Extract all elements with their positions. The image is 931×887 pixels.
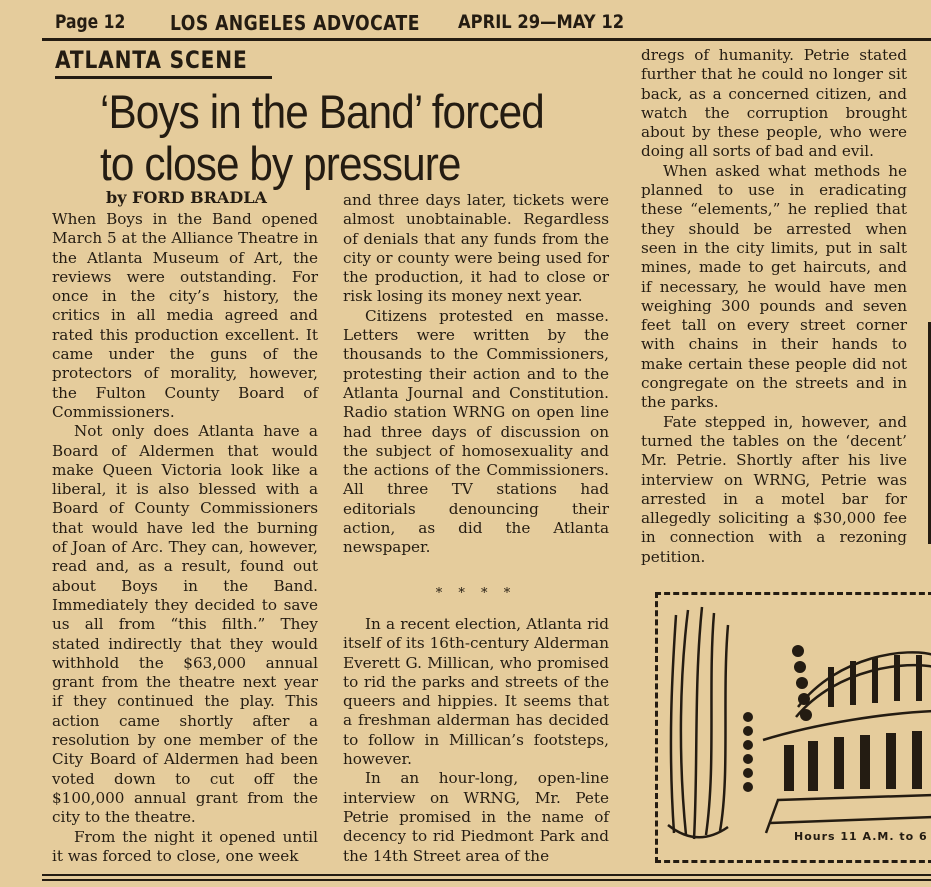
publication-name: LOS ANGELES ADVOCATE	[170, 11, 420, 35]
paragraph: dregs of humanity. Petrie stated further that he could no longer sit back, as a concerned citizen, and watch the corruption brought about by these people, who were doing all sorts of bad and evil.	[641, 46, 907, 161]
paragraph: Not only does Atlanta have a Board of Aldermen that would make Queen Victoria look like a liberal, it is also blessed with a Board of County Commissioners that would have led the burning of Joan of Arc. They can, however, read and, as a result, found out about Boys in the Band. Immediately they decided to save us all from “this filth.” They stated indirectly that they would withhold the $63,000 annual grant from the theatre next year if they continued the play. This action came shortly after a resolution by one member of the City Board of Aldermen had been voted down to cut off the $100,000 annual grant from the city to the theatre.	[52, 422, 318, 827]
ad-hours-text: Hours 11 A.M. to 6	[794, 830, 928, 843]
paragraph: When asked what methods he planned to use in eradicating these “elements,” he replied that they should be arrested when seen in the city limits, put in salt mines, made to get haircuts, and if necessary, he would have men weighing 300 pounds and seven feet tall on every street corner with chains in their hands to make certain these people did not congregate on the streets and in the parks.	[641, 161, 907, 412]
paragraph: From the night it opened until it was forced to close, one week	[52, 827, 318, 865]
byline: by FORD BRADLA	[106, 188, 267, 207]
article-column-1	[52, 210, 318, 866]
section-heading: ATLANTA SCENE	[55, 44, 272, 79]
issue-date: APRIL 29—MAY 12	[458, 11, 625, 33]
paragraph: and three days later, tickets were almost unobtainable. Regardless of denials that any funds from the city or county were being used for the production, it had to close or risk losing its money next year.	[343, 191, 609, 306]
page-number: Page 12	[55, 11, 126, 33]
headline	[100, 86, 620, 190]
paragraph: Fate stepped in, however, and turned the tables on the ‘decent’ Mr. Petrie. Shortly after his live interview on WRNG, Petrie was arrested in a motel bar for allegedly soliciting a $30,000 fee in connection with a rezoning petition.	[641, 412, 907, 566]
article-column-2	[343, 191, 609, 558]
paragraph: Citizens protested en masse. Letters were written by the thousands to the Commissioners, protesting their action and to the Atlanta Journal and Constitution. Radio station WRNG on open line had three days of discussion on the subject of homosexuality and the actions of the Commissioners. All three TV stations had editorials denouncing their action, as did the Atlanta newspaper.	[343, 306, 609, 557]
masthead-rule	[42, 38, 931, 41]
bed-illustration	[658, 595, 931, 860]
paragraph: In a recent election, Atlanta rid itself of its 16th-century Alderman Everett G. Millican, who promised to rid the parks and streets of the queers and hippies. It seems that a freshman alderman has decided to follow in Millican’s footsteps, however.	[343, 615, 609, 769]
footer-rule	[42, 874, 931, 876]
advertisement	[655, 592, 931, 863]
headline-line-2: to close by pressure	[100, 137, 461, 190]
section-break-stars: * * * *	[435, 586, 517, 601]
footer-rule	[42, 879, 931, 881]
article-column-3	[641, 46, 907, 567]
paragraph: When Boys in the Band opened March 5 at the Alliance Theatre in the Atlanta Museum of Art, the reviews were outstanding. For once in the city’s history, the critics in all media agreed and rated this production excellent. It came under the guns of the protectors of morality, however, the Fulton County Board of Commissioners.	[52, 210, 318, 421]
headline-line-1: ‘Boys in the Band’ forced	[100, 85, 544, 138]
paragraph: In an hour-long, open-line interview on WRNG, Mr. Pete Petrie promised in the name of decency to rid Piedmont Park and the 14th Street area of the	[343, 769, 609, 865]
article-column-2-continued	[343, 615, 609, 866]
masthead	[55, 6, 931, 36]
